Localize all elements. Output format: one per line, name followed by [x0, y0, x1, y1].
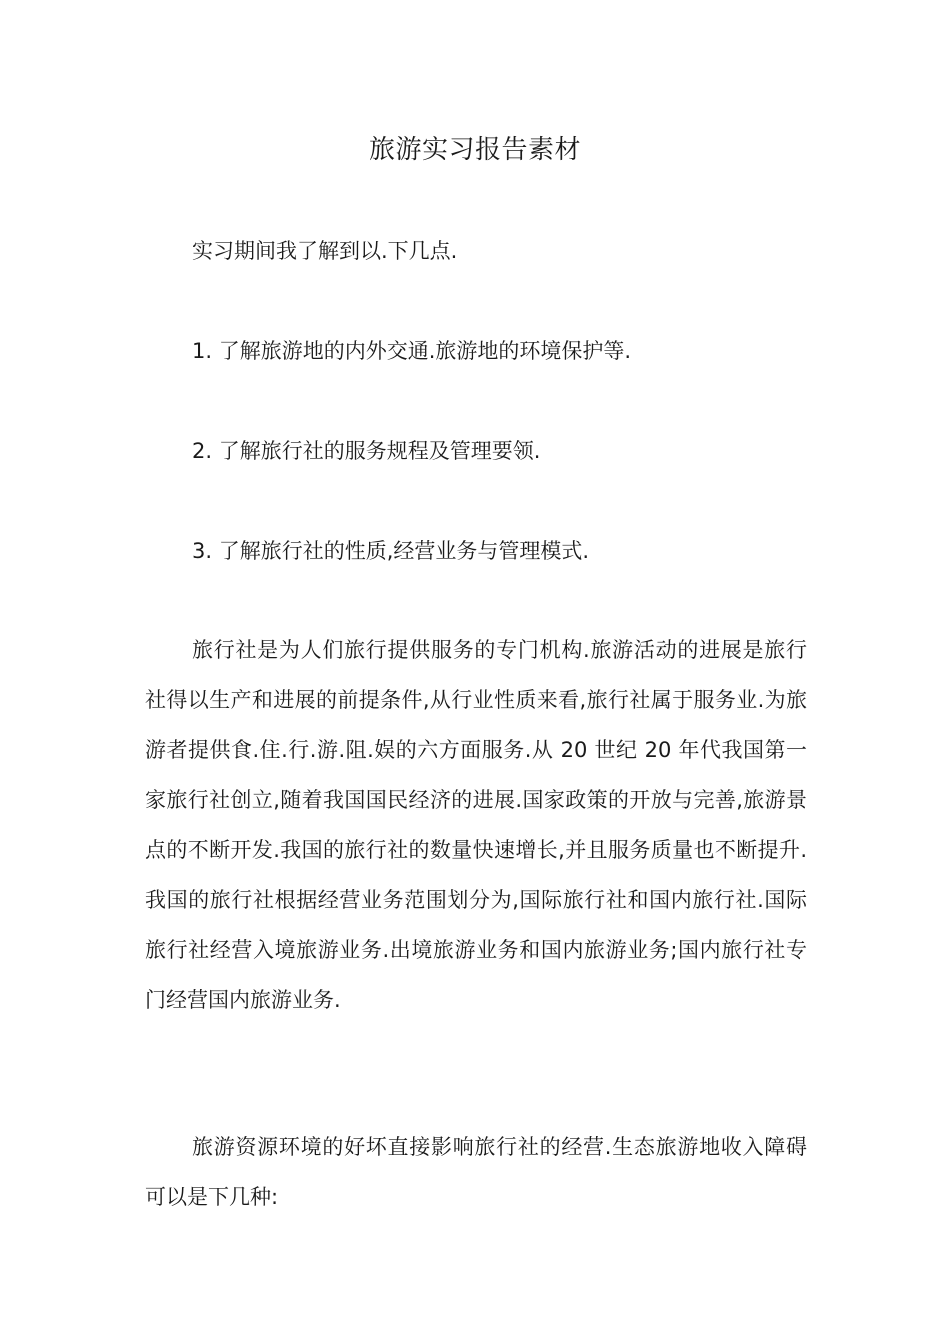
paragraph-resources: 旅游资源环境的好坏直接影响旅行社的经营.生态旅游地收入障碍可以是下几种: [145, 1135, 807, 1209]
document-title: 旅游实习报告素材 [368, 135, 581, 165]
paragraph-travel-agency: 旅行社是为人们旅行提供服务的专门机构.旅游活动的进展是旅行社得以生产和进展的前提条件,从行业性质来看,旅行社属于服务业.为旅游者提供食.住.行.游.阻.娱的六方面服务.从 20 世纪 20 年代我国第一家旅行社创立,随着我国国民经济的进展.国家政策的开放与完善,旅游景点的不断开发.我国的旅行社的数量快速增长,并且服务质量也不断提升.我国的旅行社根据经营业务范围划分为,国际旅行社和国内旅行社.国际旅行社经营入境旅游业务.出境旅游业务和国内旅游业务;国内旅行社专门经营国内旅游业务. [145, 638, 807, 1012]
paragraph-point-2: 2. 了解旅行社的服务规程及管理要领. [192, 439, 541, 463]
paragraph-point-3: 3. 了解旅行社的性质,经营业务与管理模式. [192, 539, 590, 563]
paragraph-intro: 实习期间我了解到以.下几点. [192, 239, 458, 263]
paragraph-point-1: 1. 了解旅游地的内外交通.旅游地的环境保护等. [192, 339, 632, 363]
